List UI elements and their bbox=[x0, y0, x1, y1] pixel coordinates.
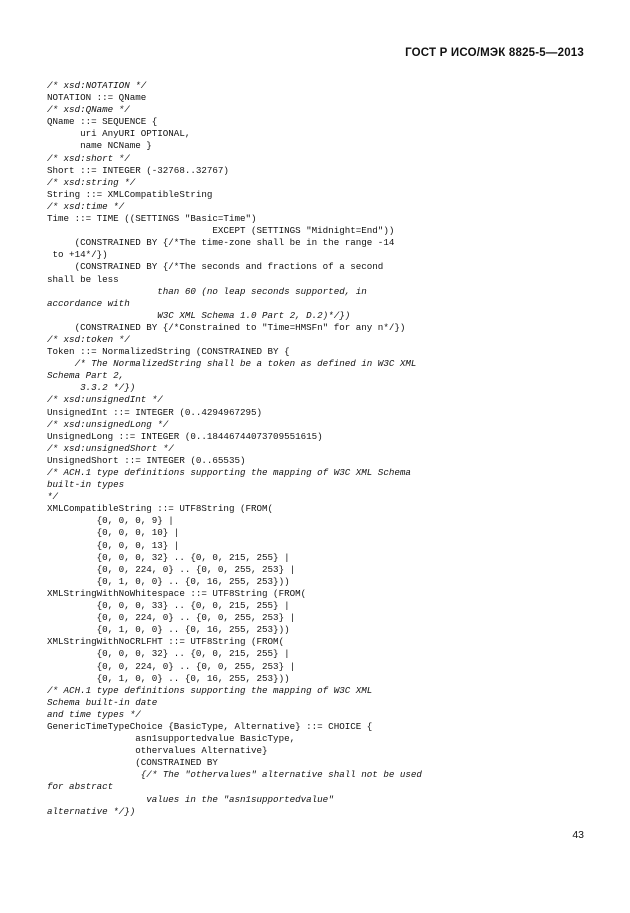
code-line: /* xsd:unsignedLong */ bbox=[47, 418, 169, 430]
code-line: W3C XML Schema 1.0 Part 2, D.2)*/}) bbox=[47, 309, 351, 321]
code-line: Token ::= NormalizedString (CONSTRAINED BY { bbox=[47, 346, 290, 358]
code-line: /* xsd:token */ bbox=[47, 333, 130, 345]
code-line: {0, 1, 0, 0} .. {0, 16, 255, 253})) bbox=[47, 575, 290, 587]
code-line: {0, 0, 0, 9} | bbox=[47, 515, 174, 527]
code-line: */ bbox=[47, 491, 59, 503]
code-line: 3.3.2 */}) bbox=[47, 382, 136, 394]
code-line: UnsignedInt ::= INTEGER (0..4294967295) bbox=[47, 406, 263, 418]
code-line: than 60 (no leap seconds supported, in bbox=[47, 285, 367, 297]
code-line: /* The NormalizedString shall be a token as defined in W3C XML bbox=[47, 358, 417, 370]
code-line: (CONSTRAINED BY {/*The seconds and fractions of a second bbox=[47, 261, 384, 273]
code-line: for abstract bbox=[47, 781, 114, 793]
code-line: {0, 0, 0, 10} | bbox=[47, 527, 180, 539]
code-line: {0, 1, 0, 0} .. {0, 16, 255, 253})) bbox=[47, 672, 290, 684]
page-number: 43 bbox=[572, 829, 584, 841]
code-line: Schema built-in date bbox=[47, 696, 158, 708]
code-line: (CONSTRAINED BY {/*The time-zone shall be in the range -14 bbox=[47, 237, 395, 249]
code-line: built-in types bbox=[47, 479, 125, 491]
code-line: values in the "asn1supportedvalue" bbox=[47, 793, 334, 805]
code-line: UnsignedShort ::= INTEGER (0..65535) bbox=[47, 454, 246, 466]
code-line: asn1supportedvalue BasicType, bbox=[47, 733, 296, 745]
code-line: shall be less bbox=[47, 273, 119, 285]
code-line: {0, 0, 0, 13} | bbox=[47, 539, 180, 551]
code-line: {0, 0, 0, 33} .. {0, 0, 215, 255} | bbox=[47, 600, 290, 612]
code-line: Time ::= TIME ((SETTINGS "Basic=Time") bbox=[47, 213, 257, 225]
code-line: (CONSTRAINED BY {/*Constrained to "Time=HMSFn" for any n*/}) bbox=[47, 321, 406, 333]
code-line: /* ACH.1 type definitions supporting the mapping of W3C XML Schema bbox=[47, 467, 411, 478]
code-line: to +14*/}) bbox=[47, 249, 108, 261]
code-line: /* xsd:QName */ bbox=[47, 104, 130, 116]
code-line: {/* The "othervalues" alternative shall not be used bbox=[47, 769, 422, 781]
code-line: /* xsd:string */ bbox=[47, 176, 136, 188]
document-header-standard: ГОСТ Р ИСО/МЭК 8825-5—2013 bbox=[405, 47, 584, 59]
code-line: and time types */ bbox=[47, 708, 141, 720]
code-line: GenericTimeTypeChoice {BasicType, Alternative} ::= CHOICE { bbox=[47, 720, 373, 732]
code-line: EXCEPT (SETTINGS "Midnight=End")) bbox=[47, 225, 395, 237]
code-line: NOTATION ::= QName bbox=[47, 92, 147, 104]
code-line: UnsignedLong ::= INTEGER (0..18446744073709551615) bbox=[47, 430, 323, 442]
code-line: Schema Part 2, bbox=[47, 370, 125, 382]
code-line: /* xsd:NOTATION */ bbox=[47, 80, 147, 91]
code-line: {0, 0, 0, 32} .. {0, 0, 215, 255} | bbox=[47, 551, 290, 563]
code-line: (CONSTRAINED BY bbox=[47, 757, 218, 769]
code-line: uri AnyURI OPTIONAL, bbox=[47, 128, 191, 140]
code-line: name NCName } bbox=[47, 140, 152, 152]
code-line: {0, 0, 224, 0} .. {0, 0, 255, 253} | bbox=[47, 563, 296, 575]
code-line: XMLStringWithNoWhitespace ::= UTF8String (FROM( bbox=[47, 587, 307, 599]
code-line: /* xsd:short */ bbox=[47, 152, 130, 164]
code-line: {0, 0, 224, 0} .. {0, 0, 255, 253} | bbox=[47, 612, 296, 624]
code-line: /* xsd:unsignedShort */ bbox=[47, 442, 174, 454]
code-line: {0, 0, 0, 32} .. {0, 0, 215, 255} | bbox=[47, 648, 290, 660]
code-line: /* xsd:time */ bbox=[47, 200, 125, 212]
code-line: String ::= XMLCompatibleString bbox=[47, 188, 213, 200]
code-line: XMLStringWithNoCRLFHT ::= UTF8String (FROM( bbox=[47, 636, 285, 648]
code-line: /* xsd:unsignedInt */ bbox=[47, 394, 163, 406]
code-listing bbox=[47, 80, 597, 818]
code-line: XMLCompatibleString ::= UTF8String (FROM( bbox=[47, 503, 274, 515]
code-line: alternative */}) bbox=[47, 805, 136, 817]
code-line: othervalues Alternative} bbox=[47, 745, 268, 757]
code-line: {0, 1, 0, 0} .. {0, 16, 255, 253})) bbox=[47, 624, 290, 636]
code-line: {0, 0, 224, 0} .. {0, 0, 255, 253} | bbox=[47, 660, 296, 672]
code-line: QName ::= SEQUENCE { bbox=[47, 116, 158, 128]
code-line: accordance with bbox=[47, 297, 130, 309]
code-line: Short ::= INTEGER (-32768..32767) bbox=[47, 164, 229, 176]
code-line: /* ACH.1 type definitions supporting the mapping of W3C XML bbox=[47, 684, 373, 696]
